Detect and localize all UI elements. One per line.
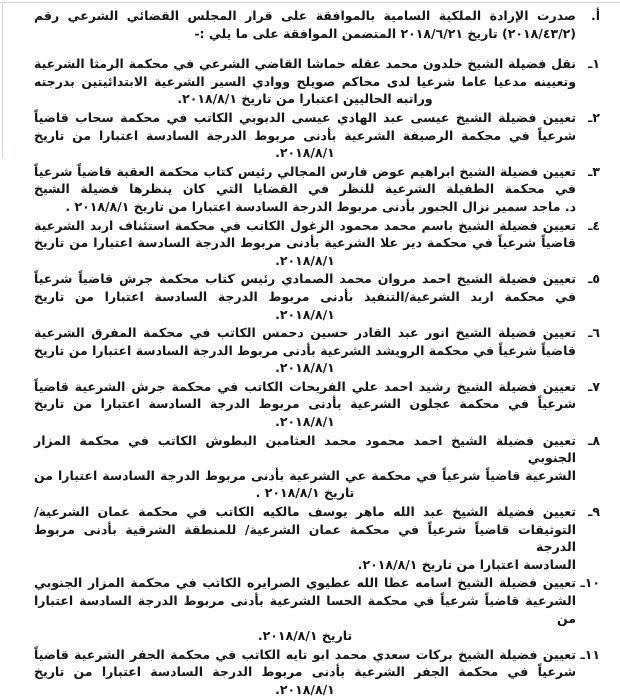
item-line: في محكمة اربد الشرعية/التنفيذ بأدنى مربوط الدرجة السادسة اعتبارا من تاريخ	[34, 288, 576, 304]
header-marker: أ.	[590, 8, 600, 23]
item-line: وراتبه الحاليين اعتبارا من تاريخ ٢٠١٨/٨/١.	[177, 91, 433, 107]
item-line: الشرعية قاضياً شرعياً في محكمة عي الشرعية بأدنى مربوط الدرجة السادسة اعتبارا من	[34, 467, 576, 483]
item-line: تعيين فضيلة الشيخ انور عبد القادر حسين دحمس الكاتب في محكمة المفرق الشرعية	[34, 325, 576, 341]
header-line: (٢٠١٨/٤٣/٢) تاريخ ٢٠١٨/٦/٢١ المتضمن الموافقة على ما يلي :-	[194, 25, 576, 41]
appointment-item-3	[34, 163, 598, 216]
item-number: ١ـ	[588, 56, 600, 72]
item-number: ٤ـ	[588, 217, 600, 233]
item-line: شرعياً في محكمة عجلون الشرعية بأدنى مربوط الدرجة السادسة اعتبارا من تاريخ	[34, 396, 576, 412]
item-number: ١١ـ	[580, 646, 600, 662]
appointment-item-11	[34, 646, 598, 699]
item-number: ٦ـ	[588, 325, 600, 341]
item-line: ٢٠١٨/٨/١.	[275, 681, 335, 697]
item-line: تعيين فضيلة الشيخ رشيد احمد علي الفريحات الكاتب في محكمة جرش الشرعية قاضياً	[34, 378, 576, 394]
decree-header	[34, 7, 598, 42]
item-number: ٨ـ	[588, 432, 600, 448]
appointment-item-7	[34, 378, 598, 431]
appointment-item-1	[34, 55, 598, 108]
item-line: تعيين فضيلة الشيخ عبد الله ماهر يوسف مالكيه الكاتب في محكمة عمان الشرعية/	[34, 504, 576, 520]
item-line: تاريخ ٢٠١٨/٨/١ .	[255, 485, 355, 501]
item-line: قاضياً شرعياً في محكمة دير علا الشرعية بأدنى مربوط الدرجة السادسة اعتبارا من تاريخ	[34, 235, 576, 251]
item-line: نقل فضيلة الشيخ خلدون محمد عقله حماشا القاضي الشرعي في محكمة الرمثا الشرعية	[34, 56, 576, 72]
item-line: ٢٠١٨/٨/١.	[275, 252, 335, 268]
item-line: شرعياً في محكمة الجفر الشرعية بأدنى مربوط الدرجة السادسة اعتبارا من تاريخ	[34, 664, 576, 680]
appointment-item-8	[34, 432, 598, 502]
item-line: ٢٠١٨/٨/١.	[275, 145, 335, 161]
item-line: د. ماجد سمير نزال الجبور بأدنى مربوط الدرجة السادسة اعتبارا من تاريخ ٢٠١٨/٨/١ .	[65, 198, 576, 214]
item-line: الشرعية قاضياً شرعياً في محكمة الحسا الشرعية بأدنى مربوط الدرجة السادسة اعتبارا من	[34, 593, 576, 626]
item-line: في محكمة الطفيلة الشرعية للنظر في القضايا التي كان ينظرها فضيلة الشيخ	[34, 181, 576, 197]
item-line: تاريخ ٢٠١٨/٨/١.	[257, 628, 353, 644]
item-number: ٩ـ	[588, 504, 600, 520]
scan-edge-left-line	[2, 2, 3, 158]
item-line: تعيين فضيلة الشيخ احمد مروان محمد الصمادي رئيس كتاب محكمة جرش قاضياً شرعياً	[34, 271, 576, 287]
item-line: التوثيقات قاضياً شرعياً في محكمة عمان الشرعية/ للمنطقة الشرقية بأدنى مربوط الدرجة	[34, 521, 576, 555]
item-line: شرعياً في محكمة الرصيفة الشرعية بأدنى مربوط الدرجة السادسة اعتبارا من تاريخ	[34, 127, 576, 143]
item-number: ١٠ـ	[580, 575, 600, 591]
item-line: ٢٠١٨/٨/١.	[275, 306, 335, 322]
scan-edge-top-line	[0, 2, 620, 3]
item-line: ٢٠١٨/٨/١.	[275, 360, 335, 376]
item-line: تعيين فضيلة الشيخ احمد محمود محمد العثامين البطوش الكاتب في محكمة المزار الجنوبي	[34, 432, 576, 466]
appointment-item-9	[34, 503, 598, 573]
item-line: تعيين فضيلة الشيخ باسم محمد محمود الزغول الكاتب في محكمة استئناف اربد الشرعية	[34, 217, 576, 233]
item-number: ٥ـ	[588, 271, 600, 287]
appointment-item-2	[34, 109, 598, 162]
item-line: السادسة اعتبارا من تاريخ ٢٠١٨/٨/١.	[357, 556, 576, 572]
appointment-item-10	[34, 574, 598, 644]
appointment-item-4	[34, 217, 598, 270]
item-line: تعيين فضيلة الشيخ عيسى عبد الهادي عيسى الدبوبي الكاتب في محكمة سحاب قاضياً	[34, 109, 576, 125]
item-line: ٢٠١٨/٨/١.	[275, 414, 335, 430]
header-line: صدرت الإرادة الملكية السامية بالموافقة على قرار المجلس القضائي الشرعي رقم	[34, 8, 576, 23]
appointment-item-5	[34, 270, 598, 323]
appointment-item-6	[34, 324, 598, 377]
item-line: تعيين فضيلة الشيخ اسامه عطا الله عطيوي الصرايره الكاتب في محكمة المزار الجنوبي	[34, 575, 576, 591]
item-line: وتعيينه مدعيا عاما شرعيا لدى محاكم صويلح ووادي السير الشرعية الابتدائيتين بدرجته	[34, 73, 576, 89]
item-line: قاضياً شرعياً في محكمة الرويشد الشرعية بأدنى مربوط الدرجة السادسة اعتبارا من تاريخ	[34, 342, 576, 358]
item-line: تعيين فضيلة الشيخ ابراهيم عوض فارس المجالي رئيس كتاب محكمة العقبة قاضياً شرعياً	[34, 163, 576, 179]
item-number: ٧ـ	[588, 378, 600, 394]
item-number: ٢ـ	[588, 109, 600, 125]
item-line: تعيين فضيلة الشيخ بركات سعدي محمد ابو تايه الكاتب في محكمة الجفر الشرعية قاضياً	[34, 646, 576, 662]
item-number: ٣ـ	[588, 163, 600, 179]
